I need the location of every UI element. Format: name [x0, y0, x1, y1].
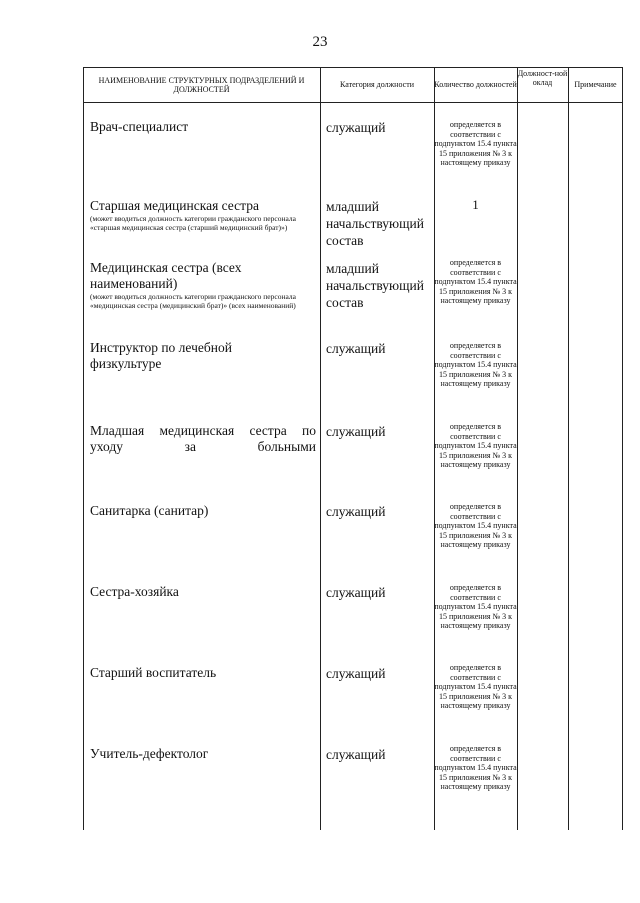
col-border-left	[83, 67, 84, 830]
header-quantity: Количество должностей	[434, 80, 517, 89]
position-category: младший начальствующий состав	[326, 199, 424, 248]
position-quantity: определяется в соответствии с подпунктом 15.4 пункта 15 приложения № 3 к настоящему приказу	[434, 663, 517, 710]
position-quantity: определяется в соответствии с подпунктом 15.4 пункта 15 приложения № 3 к настоящему приказу	[434, 341, 517, 388]
position-name: Санитарка (санитар)	[90, 503, 209, 518]
position-name: Медицинская сестра (всех наименований)	[90, 260, 242, 291]
position-note: (может вводиться должность категории гражданского персонала «медицинская сестра (медицинский брат)» (всех наименований)	[90, 292, 296, 310]
col-border-4	[568, 67, 569, 830]
position-category: младший начальствующий состав	[326, 261, 424, 310]
position-quantity: определяется в соответствии с подпунктом 15.4 пункта 15 приложения № 3 к настоящему приказу	[434, 502, 517, 549]
header-note: Примечание	[574, 80, 617, 89]
position-category: служащий	[326, 747, 386, 762]
position-category: служащий	[326, 424, 386, 439]
position-name: Учитель-дефектолог	[90, 746, 209, 761]
header-name: НАИМЕНОВАНИЕ СТРУКТУРНЫХ ПОДРАЗДЕЛЕНИЙ И ДОЛЖНОСТЕЙ	[98, 75, 305, 94]
position-name-block	[90, 260, 312, 310]
header-category: Категория должности	[340, 80, 414, 89]
position-category: служащий	[326, 666, 386, 681]
position-category: служащий	[326, 504, 386, 519]
position-name: Младшая медицинская сестра по уходу за больными	[90, 423, 316, 454]
position-quantity: определяется в соответствии с подпунктом 15.4 пункта 15 приложения № 3 к настоящему приказу	[434, 583, 517, 630]
position-category: служащий	[326, 341, 386, 356]
position-quantity: определяется в соответствии с подпунктом 15.4 пункта 15 приложения № 3 к настоящему приказу	[434, 422, 517, 469]
position-name: Инструктор по лечебной физкультуре	[90, 340, 232, 371]
position-quantity: 1	[472, 197, 479, 212]
position-quantity: определяется в соответствии с подпунктом 15.4 пункта 15 приложения № 3 к настоящему приказу	[434, 744, 517, 791]
col-border-1	[320, 67, 321, 830]
position-category: служащий	[326, 120, 386, 135]
position-note: (может вводиться должность категории гражданского персонала «старшая медицинская сестра (старший медицинский брат)»)	[90, 214, 296, 232]
position-quantity: определяется в соответствии с подпунктом 15.4 пункта 15 приложения № 3 к настоящему приказу	[434, 120, 517, 167]
position-name: Сестра-хозяйка	[90, 584, 179, 599]
header-salary: Должност-ной оклад	[517, 69, 568, 87]
position-name: Врач-специалист	[90, 119, 189, 134]
position-name: Старший воспитатель	[90, 665, 217, 680]
position-category: служащий	[326, 585, 386, 600]
page-number: 23	[312, 34, 328, 50]
position-quantity: определяется в соответствии с подпунктом 15.4 пункта 15 приложения № 3 к настоящему приказу	[434, 258, 517, 305]
col-border-3	[517, 67, 518, 830]
position-name: Старшая медицинская сестра	[90, 198, 259, 213]
staff-table	[83, 67, 623, 830]
position-name-block	[90, 198, 316, 232]
col-border-right	[622, 67, 623, 830]
